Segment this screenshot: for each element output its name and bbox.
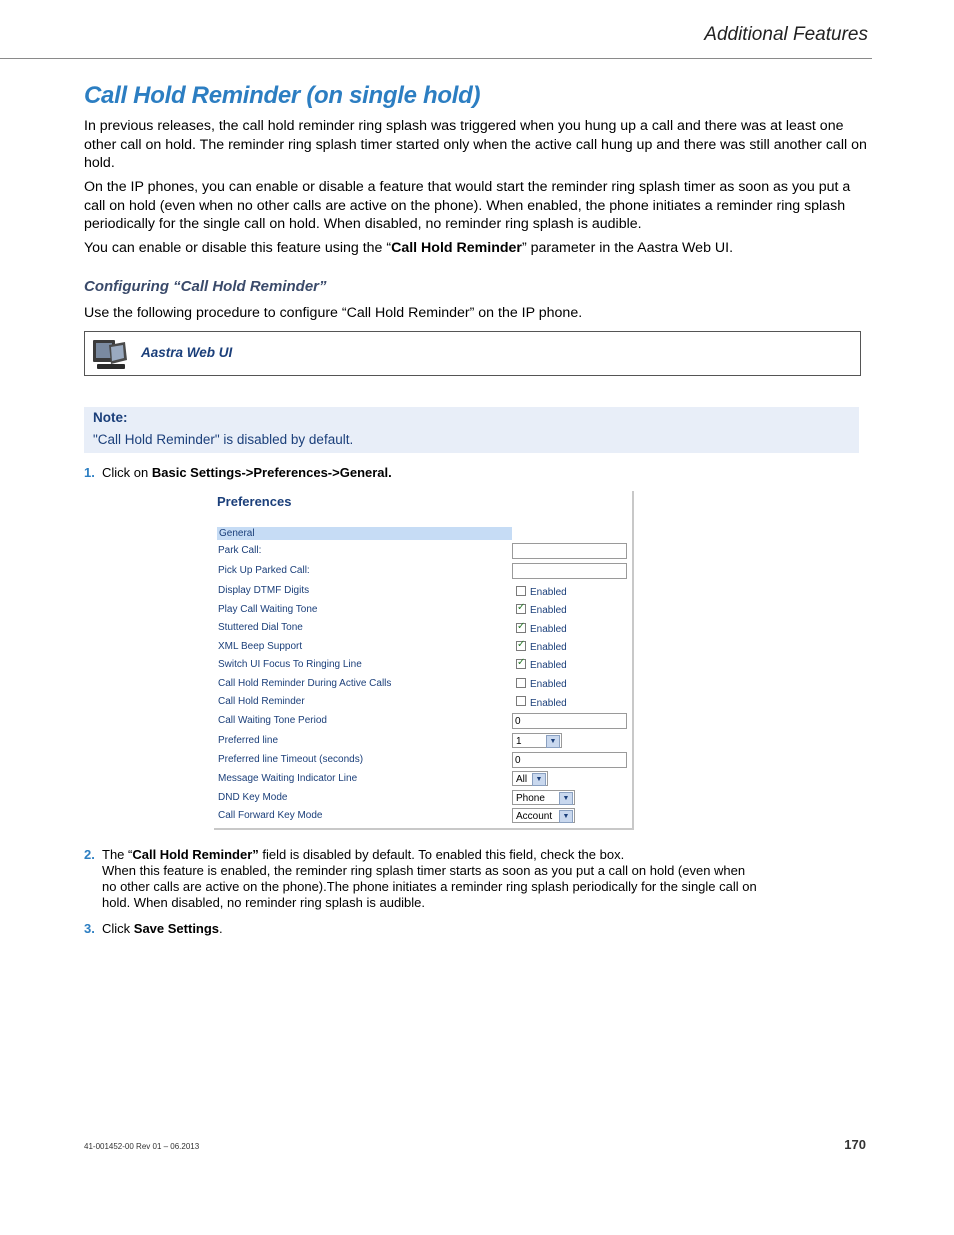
pref-label-stuttered-dial-tone: Stuttered Dial Tone bbox=[218, 622, 303, 633]
checkmark-icon: ✓ bbox=[517, 657, 526, 668]
pref-label-preferred-line-timeout: Preferred line Timeout (seconds) bbox=[218, 754, 364, 765]
computer-icon bbox=[91, 337, 129, 371]
checkmark-icon: ✓ bbox=[517, 602, 526, 613]
paragraph-3-bold: Call Hold Reminder bbox=[391, 240, 522, 256]
paragraph-1: In previous releases, the call hold reminder ring splash was triggered when you hung up a call and there was at least one other call on hold. The reminder ring splash timer started only when the active call hung up and there was still another call on hold. bbox=[84, 118, 867, 171]
configuring-subheading: Configuring “Call Hold Reminder” bbox=[84, 278, 327, 295]
preferred-line-select[interactable] bbox=[512, 733, 562, 748]
preferences-panel bbox=[214, 491, 634, 830]
preferences-section-general: General bbox=[217, 527, 512, 540]
checkmark-icon: ✓ bbox=[517, 621, 526, 632]
dnd-key-mode-select[interactable] bbox=[512, 790, 575, 805]
page-title: Call Hold Reminder (on single hold) bbox=[84, 82, 481, 109]
step-1-bold: Basic Settings->Preferences->General. bbox=[151, 465, 392, 480]
pref-label-call-waiting-tone-period: Call Waiting Tone Period bbox=[218, 715, 327, 726]
call-hold-reminder-during-active-calls-checkbox[interactable] bbox=[516, 678, 526, 688]
chevron-down-icon: ▼ bbox=[559, 792, 573, 805]
note-text: "Call Hold Reminder" is disabled by default. bbox=[93, 432, 354, 447]
switch-ui-focus-enabled-label: Enabled bbox=[530, 660, 567, 671]
note-box bbox=[84, 407, 859, 453]
step-2-post: field is disabled by default. To enabled this field, check the box. bbox=[258, 847, 625, 862]
call-waiting-tone-period-input[interactable]: 0 bbox=[512, 713, 627, 729]
dnd-key-mode-value: Phone bbox=[516, 793, 545, 804]
paragraph-3-pre: You can enable or disable this feature using the “ bbox=[84, 240, 392, 256]
header-section-title: Additional Features bbox=[704, 24, 868, 45]
preferred-line-timeout-input[interactable]: 0 bbox=[512, 752, 627, 768]
step-3-pre: Click bbox=[102, 921, 134, 936]
display-dtmf-digits-checkbox[interactable] bbox=[516, 586, 526, 596]
chevron-down-icon: ▼ bbox=[532, 773, 546, 786]
play-call-waiting-tone-checkbox[interactable] bbox=[516, 604, 526, 614]
pref-label-call-forward-key-mode: Call Forward Key Mode bbox=[218, 810, 323, 821]
pref-label-dnd-key-mode: DND Key Mode bbox=[218, 792, 288, 803]
pref-label-message-waiting-indicator-line: Message Waiting Indicator Line bbox=[218, 773, 358, 784]
step-2-detail: When this feature is enabled, the reminder ring splash timer starts as soon as you put a call on hold (even when no other calls are active on the phone).The phone initiates a reminder ring splash periodically for the single call on hold. When disabled, no reminder ring splash is audible. bbox=[102, 863, 757, 910]
stuttered-dial-tone-checkbox[interactable] bbox=[516, 623, 526, 633]
step-2-bold: Call Hold Reminder” bbox=[132, 847, 259, 862]
play-call-waiting-tone-enabled-label: Enabled bbox=[530, 605, 567, 616]
step-3-post: . bbox=[219, 921, 223, 936]
pref-label-play-call-waiting-tone: Play Call Waiting Tone bbox=[218, 604, 318, 615]
call-hold-reminder-during-active-calls-enabled-label: Enabled bbox=[530, 679, 567, 690]
pref-label-preferred-line: Preferred line bbox=[218, 735, 279, 746]
chevron-down-icon: ▼ bbox=[546, 735, 560, 748]
switch-ui-focus-checkbox[interactable] bbox=[516, 659, 526, 669]
chevron-down-icon: ▼ bbox=[559, 810, 573, 823]
step-3-bold: Save Settings bbox=[133, 921, 220, 936]
step-1-number: 1. bbox=[84, 465, 95, 480]
xml-beep-support-enabled-label: Enabled bbox=[530, 642, 567, 653]
paragraph-3-post: ” parameter in the Aastra Web UI. bbox=[521, 240, 734, 256]
xml-beep-support-checkbox[interactable] bbox=[516, 641, 526, 651]
pref-label-call-hold-reminder-during-active-calls: Call Hold Reminder During Active Calls bbox=[218, 678, 392, 689]
pref-label-switch-ui-focus: Switch UI Focus To Ringing Line bbox=[218, 659, 362, 670]
web-ui-label: Aastra Web UI bbox=[141, 345, 233, 360]
preferred-line-value: 1 bbox=[516, 736, 522, 747]
step-2-number: 2. bbox=[84, 847, 95, 862]
pick-up-parked-call-input[interactable] bbox=[512, 563, 627, 579]
step-3-number: 3. bbox=[84, 921, 95, 936]
procedure-intro: Use the following procedure to configure “Call Hold Reminder” on the IP phone. bbox=[84, 305, 583, 321]
message-waiting-indicator-line-select[interactable] bbox=[512, 771, 548, 786]
footer-page-number: 170 bbox=[844, 1137, 866, 1152]
call-forward-key-mode-value: Account bbox=[516, 811, 553, 822]
paragraph-3 bbox=[84, 239, 869, 258]
call-hold-reminder-checkbox[interactable] bbox=[516, 696, 526, 706]
pref-label-display-dtmf-digits: Display DTMF Digits bbox=[218, 585, 310, 596]
preferences-title: Preferences bbox=[217, 494, 292, 509]
display-dtmf-digits-enabled-label: Enabled bbox=[530, 587, 567, 598]
message-waiting-indicator-line-value: All bbox=[516, 774, 528, 785]
step-2-pre: The “ bbox=[102, 847, 133, 862]
note-title: Note: bbox=[93, 410, 128, 425]
paragraph-2: On the IP phones, you can enable or disable a feature that would start the reminder ring splash timer as soon as you put a call on hold (even when no other calls are active on the phone). When enabled, the phone initiates a reminder ring splash periodically for the single call on hold. When disabled, no reminder ring splash is audible. bbox=[84, 179, 851, 232]
pref-label-park-call: Park Call: bbox=[218, 545, 262, 556]
step-1-pre: Click on bbox=[102, 465, 152, 480]
call-hold-reminder-enabled-label: Enabled bbox=[530, 698, 567, 709]
checkmark-icon: ✓ bbox=[517, 639, 526, 650]
call-forward-key-mode-select[interactable] bbox=[512, 808, 575, 823]
header-rule bbox=[0, 58, 872, 59]
pref-label-pick-up-parked-call: Pick Up Parked Call: bbox=[218, 565, 310, 576]
web-ui-box bbox=[84, 331, 861, 376]
pref-label-call-hold-reminder: Call Hold Reminder bbox=[218, 696, 305, 707]
pref-label-xml-beep-support: XML Beep Support bbox=[218, 641, 303, 652]
park-call-input[interactable] bbox=[512, 543, 627, 559]
stuttered-dial-tone-enabled-label: Enabled bbox=[530, 624, 567, 635]
footer-doc-id: 41-001452-00 Rev 01 – 06.2013 bbox=[84, 1142, 200, 1151]
